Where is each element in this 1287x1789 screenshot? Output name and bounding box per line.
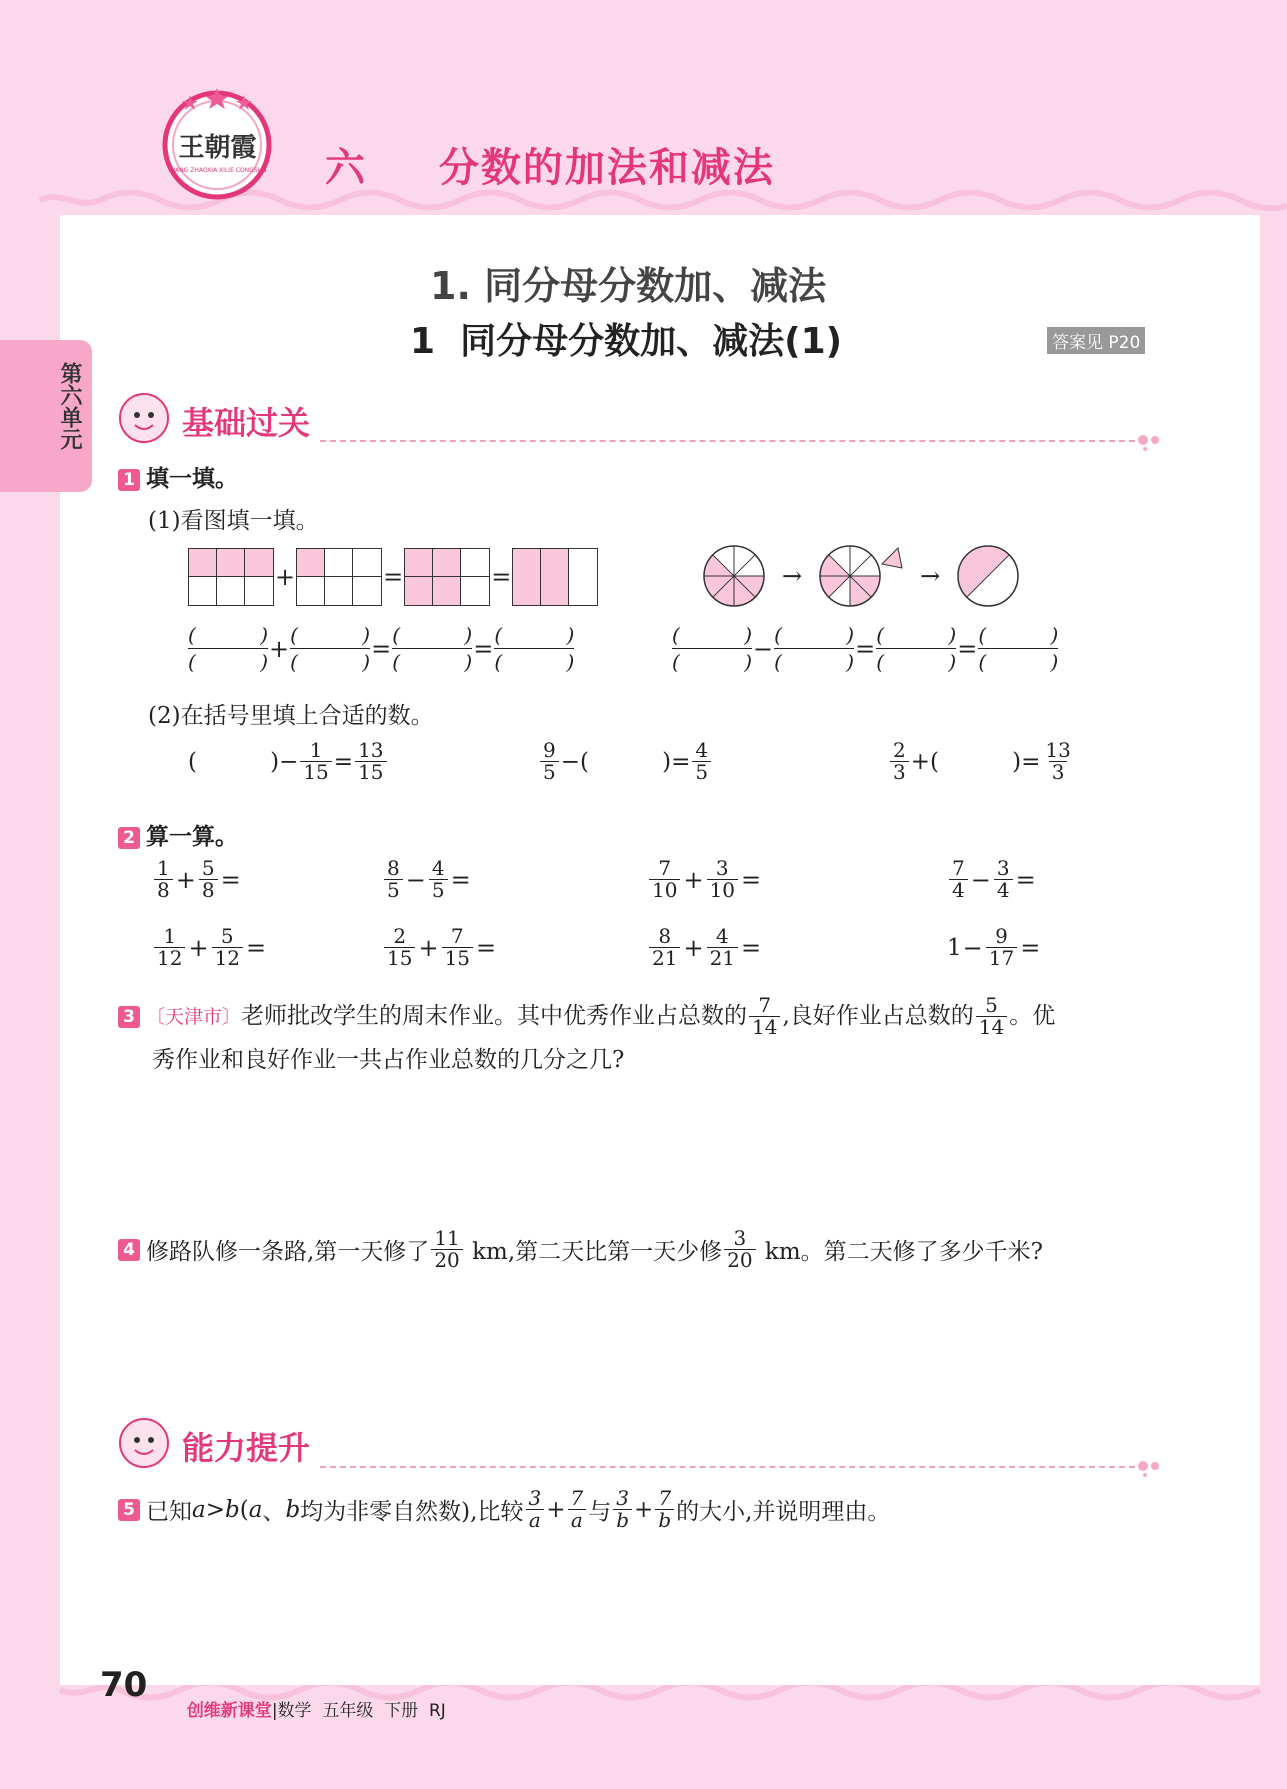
grid-2	[296, 548, 382, 606]
q4-number: 4	[118, 1239, 140, 1261]
calc-problem[interactable]	[647, 858, 762, 901]
var-a: a	[248, 1496, 263, 1523]
dots-icon	[1135, 1454, 1165, 1478]
blank-fraction[interactable]: ( ) ( )	[774, 623, 855, 674]
fraction: $\frac{5}{12}$	[212, 926, 243, 969]
fraction: $\frac{9}{17}$	[986, 926, 1017, 969]
part2-divider	[320, 1466, 1135, 1468]
q2-title-text: 算一算。	[146, 824, 238, 850]
calc-problem[interactable]	[152, 926, 267, 969]
logo-tagline: WANG ZHAOXIA XILIE CONGSHU	[169, 167, 267, 174]
fill-item-2[interactable]: $\frac{9}{5}$ −( )= $\frac{4}{5}$	[538, 740, 713, 783]
equals-sign: =	[1020, 933, 1041, 962]
blank-fraction[interactable]: ( ) ( )	[876, 623, 957, 674]
calc-problem[interactable]	[152, 858, 242, 901]
circle-8-parts-icon	[700, 542, 768, 610]
footer-book-info: 数学 五年级 下册 RJ	[277, 1701, 446, 1721]
q5-text: 的大小,并说明理由。	[676, 1499, 891, 1525]
part2-header	[118, 1417, 311, 1473]
section-title: 1. 同分母分数加、减法	[430, 264, 827, 308]
q4: 4 修路队修一条路,第一天修了 $\frac{11}{20}$ km,第二天比第一天少修 $\frac{3}{20}$ km。第二天修了多少千米?	[118, 1228, 1043, 1271]
calc-problem[interactable]	[647, 926, 762, 969]
fill-item-3[interactable]: $\frac{2}{3}$ +( )= $\frac{13}{3}$	[888, 740, 1076, 783]
grid-4	[512, 548, 598, 606]
q5-text: (	[239, 1496, 249, 1523]
fill-item-text: ( )−	[188, 748, 299, 775]
operator: −	[405, 865, 426, 894]
q5-text: 均为非零自然数),比较	[300, 1499, 524, 1525]
unit-name: 分数的加法和减法	[438, 145, 775, 191]
q1-sub1: (1)看图填一填。	[148, 508, 319, 534]
q1-number: 1	[118, 469, 140, 491]
plus-sign: +	[546, 1496, 566, 1523]
footer-brand: 创维新课堂	[186, 1701, 272, 1721]
fill-item-text: −( )=	[560, 748, 691, 775]
lesson-title: 1 同分母分数加、减法(1)	[410, 321, 843, 362]
q2-number: 2	[118, 827, 140, 849]
q1-title-text: 填一填。	[146, 466, 238, 492]
blank-fraction[interactable]: ( ) ( )	[494, 623, 575, 674]
q5: 5 已知 a > b ( a 、 b 均为非零自然数),比较 $\frac{3}{a}$ + $\frac{7}{a}$ 与 $\frac{3}{b}$ + $\frac{7}{b}$ 的大小,并说明理由。	[118, 1488, 890, 1531]
q4-text: 修路队修一条路,第一天修了	[146, 1239, 430, 1265]
fraction: $\frac{1}{8}$	[154, 858, 173, 901]
blank-fraction[interactable]: ( ) ( )	[188, 623, 268, 674]
plus-sign: +	[634, 1496, 654, 1523]
fraction: $\frac{3}{10}$	[707, 858, 738, 901]
kid-face-icon	[118, 392, 170, 444]
arrow-icon: →	[920, 562, 941, 590]
equals-sign: =	[450, 865, 471, 894]
q1-title	[118, 460, 238, 493]
operator: +	[418, 933, 439, 962]
equals-sign: =	[473, 634, 494, 663]
arrow-icon: →	[782, 562, 803, 590]
operator: +	[188, 933, 209, 962]
equals-sign: =	[476, 933, 497, 962]
equals-sign: =	[220, 865, 241, 894]
q5-text: 、	[262, 1499, 286, 1525]
fraction: $\frac{7}{15}$	[442, 926, 473, 969]
q3-text: 老师批改学生的周末作业。其中优秀作业占总数的	[241, 1003, 748, 1029]
equals-sign: =	[855, 634, 876, 663]
unit-title	[325, 136, 775, 193]
calc-problem[interactable]	[382, 858, 472, 901]
var-b: b	[225, 1496, 240, 1523]
var-b: b	[285, 1496, 301, 1523]
part2-label: 能力提升	[182, 1429, 311, 1467]
operator: −	[970, 865, 991, 894]
fraction: $\frac{7}{4}$	[949, 858, 968, 901]
grid-figure-row	[188, 548, 598, 606]
plus-sign: +	[275, 563, 296, 591]
q4-text: km,第二天比第一天少修	[464, 1239, 723, 1265]
part1-divider	[320, 440, 1135, 442]
circle-half-icon	[954, 542, 1022, 610]
q3-text: ,良好作业占总数的	[782, 1003, 974, 1029]
page-number: 70	[100, 1665, 148, 1705]
logo-name: 王朝霞	[178, 133, 257, 163]
q5-number: 5	[118, 1499, 140, 1521]
equals-sign: =	[383, 563, 404, 591]
kid-face-icon	[118, 1417, 170, 1469]
fraction: $\frac{7}{10}$	[649, 858, 680, 901]
operator: +	[683, 865, 704, 894]
blank-fraction[interactable]: ( ) ( )	[672, 623, 752, 674]
equals-sign: =	[333, 748, 354, 775]
fraction: $\frac{3}{4}$	[994, 858, 1013, 901]
minus-sign: −	[753, 634, 774, 663]
blank-equation-right	[672, 622, 1058, 675]
side-tab-label: 第六单元	[57, 362, 82, 450]
circle-figure-row	[700, 542, 1022, 610]
equals-sign: =	[1015, 865, 1036, 894]
fraction: $\frac{4}{5}$	[429, 858, 448, 901]
fill-item-1[interactable]: ( )− $\frac{1}{15}$ = $\frac{13}{15}$	[188, 740, 389, 783]
blank-fraction[interactable]: ( ) ( )	[978, 623, 1059, 674]
q1-sub2: (2)在括号里填上合适的数。	[148, 703, 434, 729]
q5-text: 已知	[146, 1499, 192, 1525]
gt-sign: >	[205, 1496, 225, 1523]
fraction: $\frac{4}{21}$	[707, 926, 738, 969]
grid-1	[188, 548, 274, 606]
part1-header	[118, 392, 311, 448]
q2-title	[118, 818, 238, 851]
calc-problem[interactable]	[947, 858, 1037, 901]
q4-text: km。第二天修了多少千米?	[757, 1239, 1043, 1265]
q3: 3 〔天津市〕 老师批改学生的周末作业。其中优秀作业占总数的 $\frac{7}{14}$ ,良好作业占总数的 $\frac{5}{14}$ 。优 秀作业和良好作业一共占作业总数的几分之几?	[118, 995, 1168, 1082]
q3-region-tag: 〔天津市〕	[146, 1005, 242, 1028]
unit-number: 六	[325, 145, 367, 191]
q3-text: 。优	[1009, 1003, 1056, 1029]
calc-problem[interactable]	[947, 926, 1041, 969]
blank-equation-left	[188, 622, 574, 675]
fill-item-text: +( )=	[910, 748, 1041, 775]
q5-text: 与	[588, 1499, 612, 1525]
fraction: $\frac{8}{5}$	[384, 858, 403, 901]
fraction: $\frac{1}{12}$	[154, 926, 185, 969]
footer-info	[176, 1676, 446, 1721]
fraction: $\frac{8}{21}$	[649, 926, 680, 969]
grid-3	[404, 548, 490, 606]
equals-sign: =	[246, 933, 267, 962]
equals-sign: =	[491, 563, 512, 591]
fraction: $\frac{2}{15}$	[384, 926, 415, 969]
whole-number: 1	[947, 934, 962, 961]
operator: +	[175, 865, 196, 894]
logo	[160, 85, 275, 200]
q3-line2: 秀作业和良好作业一共占作业总数的几分之几?	[152, 1046, 625, 1073]
side-tab	[0, 340, 92, 492]
equals-sign: =	[371, 634, 392, 663]
calc-problem[interactable]	[382, 926, 497, 969]
dots-icon	[1135, 428, 1165, 452]
blank-fraction[interactable]: ( ) ( )	[392, 623, 473, 674]
operator: −	[962, 933, 983, 962]
answer-ref-badge: 答案见 P20	[1047, 327, 1145, 354]
blank-fraction[interactable]: ( ) ( )	[290, 623, 371, 674]
equals-sign: =	[741, 865, 762, 894]
plus-sign: +	[269, 634, 290, 663]
fraction: $\frac{5}{8}$	[199, 858, 218, 901]
var-a: a	[192, 1496, 206, 1523]
footer-separator: |	[271, 1701, 278, 1721]
equals-sign: =	[741, 933, 762, 962]
operator: +	[683, 933, 704, 962]
part1-label: 基础过关	[182, 404, 311, 442]
equals-sign: =	[957, 634, 978, 663]
circle-cut-icon	[816, 542, 906, 610]
q3-number: 3	[118, 1006, 140, 1028]
